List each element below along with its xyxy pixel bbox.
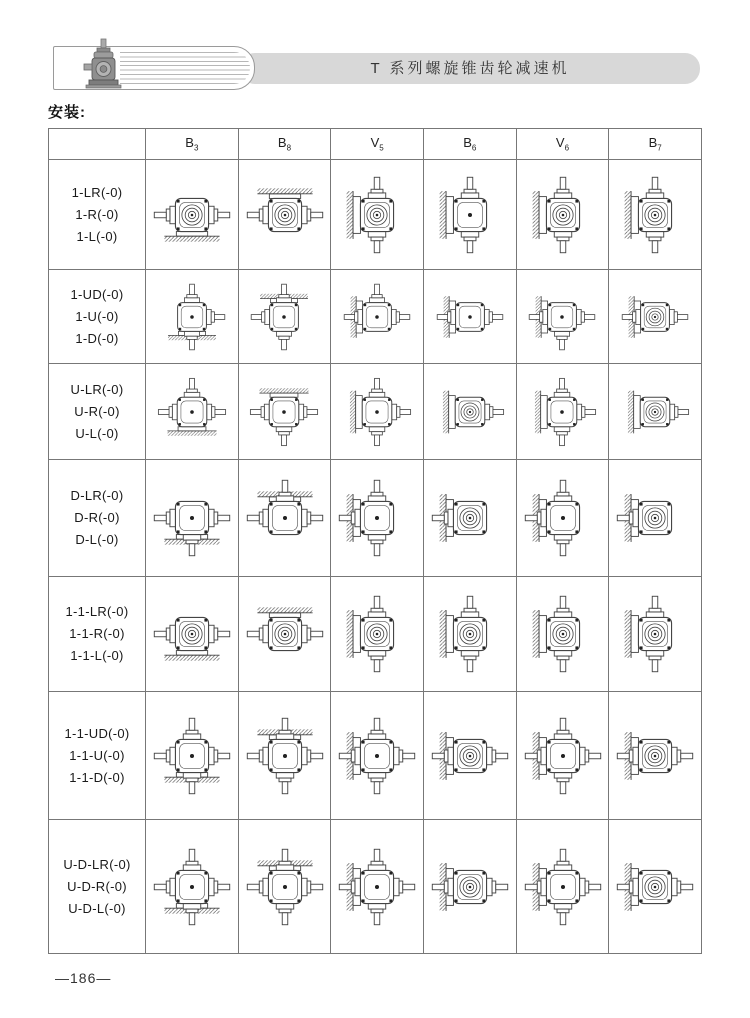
table-row — [49, 364, 702, 460]
table-header-row — [49, 129, 702, 160]
gearbox-ceiling-mount-drawing — [239, 841, 331, 933]
drawing-cell — [331, 577, 424, 692]
drawing-cell — [423, 460, 516, 577]
mounting-code-label: 1-1-LR(-0) — [65, 604, 129, 619]
gearbox-floor-mount-drawing — [146, 169, 238, 261]
row-label-cell — [49, 160, 146, 270]
gearbox-wall-mount-drawing — [424, 169, 516, 261]
gearbox-ceiling-mount-drawing — [239, 169, 331, 261]
mounting-code-label: 1-R(-0) — [75, 206, 119, 222]
drawing-cell — [423, 270, 516, 364]
drawing-cell — [238, 577, 331, 692]
gearbox-wall-mount-drawing — [517, 841, 609, 933]
gearbox-wall-mount-drawing — [336, 371, 418, 453]
drawing-cell — [516, 692, 609, 820]
gearbox-wall-mount-drawing — [609, 169, 701, 261]
drawing-cell — [609, 270, 702, 364]
drawing-cell — [146, 364, 239, 460]
page-title: T 系列螺旋锥齿轮减速机 — [370, 60, 570, 77]
gearbox-wall-mount-drawing — [430, 277, 510, 357]
gearbox-ceiling-mount-drawing — [244, 277, 324, 357]
drawing-cell — [609, 160, 702, 270]
gearbox-wall-mount-drawing — [424, 710, 516, 802]
table-row — [49, 160, 702, 270]
gearbox-wall-mount-drawing — [331, 841, 423, 933]
header-logo-box — [53, 46, 255, 90]
mounting-code-label: D-LR(-0) — [70, 488, 124, 503]
mounting-code-label: U-D-L(-0) — [68, 900, 126, 916]
gearbox-wall-mount-drawing — [331, 169, 423, 261]
gearbox-wall-mount-drawing — [424, 841, 516, 933]
drawing-cell — [423, 692, 516, 820]
mounting-code-label: U-L(-0) — [75, 425, 119, 441]
drawing-cell — [609, 460, 702, 577]
mounting-code-label: D-L(-0) — [75, 532, 119, 547]
mounting-code-label: 1-UD(-0) — [70, 286, 124, 302]
drawing-cell — [238, 692, 331, 820]
drawing-cell — [146, 460, 239, 577]
drawing-cell — [238, 270, 331, 364]
table-row — [49, 577, 702, 692]
mounting-code-label: U-LR(-0) — [70, 381, 124, 397]
gearbox-wall-mount-drawing — [609, 710, 701, 802]
drawing-cell — [331, 160, 424, 270]
column-header-v5: $V_5$ — [331, 129, 424, 160]
gearbox-wall-mount-drawing — [331, 472, 423, 564]
gearbox-wall-mount-drawing — [609, 472, 701, 564]
speed-lines-decoration — [120, 52, 250, 84]
column-header-v6: $V_6$ — [516, 129, 609, 160]
gearbox-wall-mount-drawing — [331, 588, 423, 680]
gearbox-wall-mount-drawing — [615, 277, 695, 357]
table-row — [49, 460, 702, 577]
section-label-installation: 安装: — [48, 104, 86, 121]
gearbox-ceiling-mount-drawing — [239, 588, 331, 680]
gearbox-wall-mount-drawing — [609, 841, 701, 933]
mounting-code-label: 1-1-D(-0) — [69, 769, 125, 785]
table-row — [49, 820, 702, 954]
drawing-cell — [146, 577, 239, 692]
drawing-cell — [609, 577, 702, 692]
row-label-cell — [49, 820, 146, 954]
row-label-cell — [49, 270, 146, 364]
drawing-cell — [423, 577, 516, 692]
gearbox-ceiling-mount-drawing — [239, 710, 331, 802]
column-header-b8: $B_8$ — [238, 129, 331, 160]
header-banner — [240, 53, 700, 84]
drawing-cell — [146, 820, 239, 954]
mounting-code-label: 1-1-U(-0) — [69, 747, 125, 763]
column-header-b6: $B_6$ — [423, 129, 516, 160]
drawing-cell — [516, 364, 609, 460]
drawing-cell — [516, 270, 609, 364]
drawing-cell — [146, 692, 239, 820]
mounting-code-label: 1-1-L(-0) — [70, 648, 124, 663]
row-label-cell — [49, 364, 146, 460]
gearbox-wall-mount-drawing — [517, 710, 609, 802]
gearbox-floor-mount-drawing — [152, 277, 232, 357]
mounting-code-label: 1-D(-0) — [75, 330, 119, 346]
mounting-code-label: 1-1-R(-0) — [69, 626, 125, 641]
drawing-cell — [609, 820, 702, 954]
mounting-code-label: D-R(-0) — [74, 510, 120, 525]
column-header-b3: $B_3$ — [146, 129, 239, 160]
gearbox-wall-mount-drawing — [609, 588, 701, 680]
drawing-cell — [423, 160, 516, 270]
drawing-cell — [423, 820, 516, 954]
drawing-cell — [516, 160, 609, 270]
drawing-cell — [609, 364, 702, 460]
row-label-cell — [49, 577, 146, 692]
drawing-cell — [516, 577, 609, 692]
mounting-code-label: 1-1-UD(-0) — [64, 725, 130, 741]
row-label-cell — [49, 692, 146, 820]
drawing-cell — [238, 460, 331, 577]
drawing-cell — [238, 820, 331, 954]
drawing-cell — [238, 160, 331, 270]
drawing-cell — [146, 270, 239, 364]
mounting-code-label: 1-L(-0) — [76, 228, 118, 244]
gearbox-wall-mount-drawing — [429, 371, 511, 453]
gearbox-wall-mount-drawing — [424, 588, 516, 680]
table-row — [49, 270, 702, 364]
drawing-cell — [331, 820, 424, 954]
gearbox-floor-mount-drawing — [151, 371, 233, 453]
gearbox-ceiling-mount-drawing — [243, 371, 325, 453]
drawing-cell — [331, 364, 424, 460]
corner-cell — [49, 129, 146, 160]
drawing-cell — [609, 692, 702, 820]
gearbox-floor-mount-drawing — [146, 472, 238, 564]
mounting-code-label: 1-LR(-0) — [71, 184, 123, 200]
gearbox-wall-mount-drawing — [614, 371, 696, 453]
gearbox-floor-mount-drawing — [146, 588, 238, 680]
mounting-table — [48, 128, 702, 954]
mounting-code-label: U-R(-0) — [74, 403, 120, 419]
drawing-cell — [146, 160, 239, 270]
drawing-cell — [331, 460, 424, 577]
page-number: —186— — [55, 970, 112, 986]
gear-reducer-photo-icon — [82, 38, 126, 96]
mounting-code-label: U-D-R(-0) — [67, 878, 127, 894]
gearbox-wall-mount-drawing — [331, 710, 423, 802]
gearbox-floor-mount-drawing — [146, 710, 238, 802]
gearbox-wall-mount-drawing — [337, 277, 417, 357]
gearbox-floor-mount-drawing — [146, 841, 238, 933]
gearbox-wall-mount-drawing — [521, 371, 603, 453]
gearbox-wall-mount-drawing — [517, 472, 609, 564]
gearbox-wall-mount-drawing — [522, 277, 602, 357]
table-row — [49, 692, 702, 820]
drawing-cell — [238, 364, 331, 460]
drawing-cell — [423, 364, 516, 460]
drawing-cell — [516, 460, 609, 577]
gearbox-wall-mount-drawing — [517, 588, 609, 680]
mounting-code-label: 1-U(-0) — [75, 308, 119, 324]
gearbox-wall-mount-drawing — [424, 472, 516, 564]
drawing-cell — [331, 692, 424, 820]
column-header-b7: $B_7$ — [609, 129, 702, 160]
row-label-cell — [49, 460, 146, 577]
mounting-code-label: U-D-LR(-0) — [63, 856, 131, 872]
drawing-cell — [331, 270, 424, 364]
gearbox-ceiling-mount-drawing — [239, 472, 331, 564]
drawing-cell — [516, 820, 609, 954]
gearbox-wall-mount-drawing — [517, 169, 609, 261]
